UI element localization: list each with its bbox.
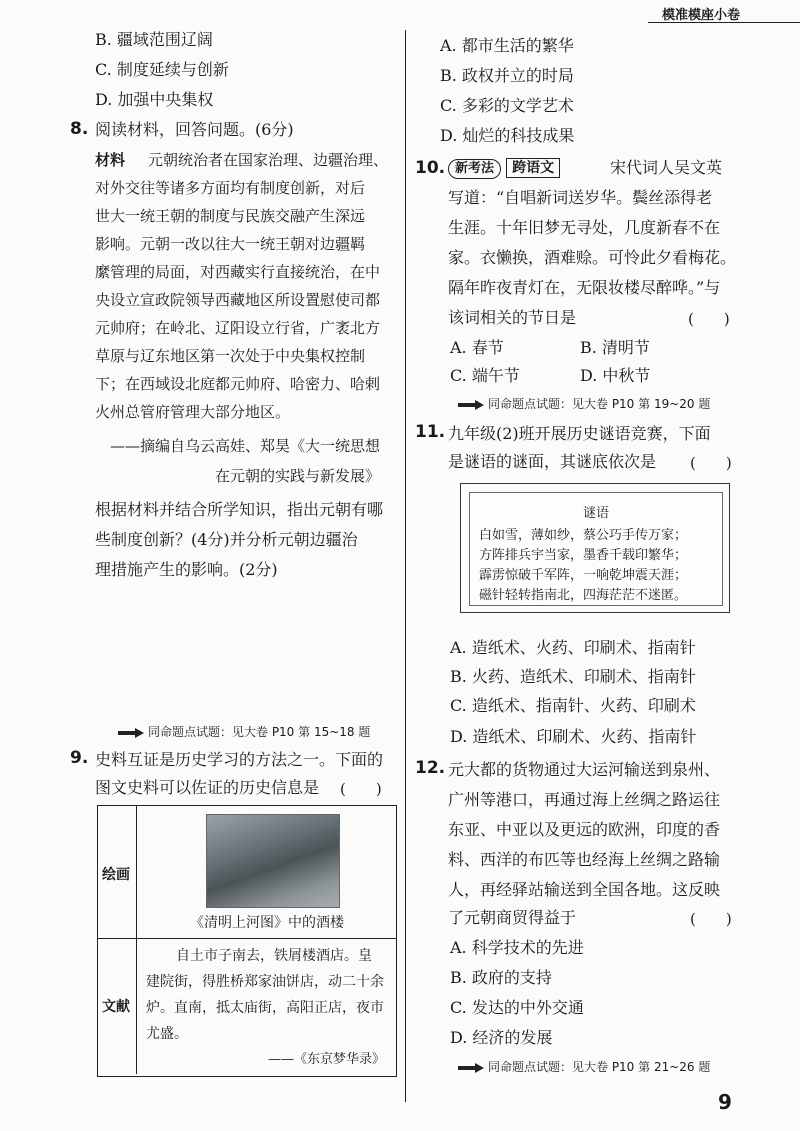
document-line: 尤盛。: [146, 1026, 188, 1042]
tag-cross-subject: 跨语文: [506, 158, 560, 178]
q8-material-line: 世大一统王朝的制度与民族交融产生深远: [95, 207, 366, 225]
q12-reference-text: 同命题点试题：见大卷 P10 第 21~26 题: [488, 1060, 711, 1074]
q10-reference-text: 同命题点试题：见大卷 P10 第 19~20 题: [488, 397, 711, 411]
q10-tags: [448, 157, 560, 179]
q11-stem-line: 是谜语的谜面，其谜底依次是: [448, 452, 657, 471]
q8-reference: [118, 723, 370, 740]
q8-reference-text: 同命题点试题：见大卷 P10 第 15~18 题: [148, 725, 371, 739]
table-vline: [136, 806, 137, 1074]
q10-number: 10.: [415, 158, 446, 178]
q8-stem: 阅读材料，回答问题。(6分): [95, 120, 294, 139]
prev-option-b: B. 疆域范围辽阔: [95, 30, 213, 49]
q8-material-label: 材料: [95, 151, 126, 169]
q8-source-line: ——摘编自乌云高娃、郑昊《大一统思想: [110, 437, 381, 455]
prev-option-c: C. 多彩的文学艺术: [440, 96, 574, 115]
q8-material-line: 影响。元朝一改以往大一统王朝对边疆羁: [95, 235, 366, 253]
riddle-line: 白如雪，薄如纱，蔡公巧手传万家；: [479, 528, 688, 543]
arrow-right-icon: [458, 400, 484, 410]
prev-option-d: D. 灿烂的科技成果: [440, 126, 575, 145]
q10-option-a[interactable]: A. 春节: [450, 338, 504, 357]
riddle-line: 霹雳惊破千军阵，一响乾坤震天涯；: [479, 568, 688, 583]
q8-question-line: 些制度创新？(4分)并分析元朝边疆治: [95, 530, 358, 549]
q10-option-b[interactable]: B. 清明节: [580, 338, 650, 357]
document-source: ——《东京梦华录》: [268, 1052, 386, 1067]
q8-material-line: 元朝统治者在国家治理、边疆治理、: [148, 151, 389, 169]
q12-option-a[interactable]: A. 科学技术的先进: [450, 938, 584, 957]
prev-option-b: B. 政权并立的时局: [440, 66, 574, 85]
table-hline: [98, 938, 396, 939]
header-rule: [648, 22, 800, 23]
q11-option-c[interactable]: C. 造纸术、指南针、火药、印刷术: [450, 696, 696, 715]
q10-option-c[interactable]: C. 端午节: [450, 366, 520, 385]
page-number: 9: [718, 1090, 732, 1114]
q9-answer-bracket[interactable]: ( ): [340, 780, 382, 798]
prev-option-d: D. 加强中央集权: [95, 90, 214, 109]
prev-option-c: C. 制度延续与创新: [95, 60, 229, 79]
q11-number: 11.: [415, 422, 446, 442]
header-title: 模准模座小卷: [662, 8, 741, 23]
q12-reference: [458, 1058, 710, 1075]
q11-option-a[interactable]: A. 造纸术、火药、印刷术、指南针: [450, 638, 696, 657]
arrow-right-icon: [118, 728, 144, 738]
table-label-painting: 绘画: [102, 867, 130, 883]
q11-stem-line: 九年级(2)班开展历史谜语竞赛，下面: [448, 424, 711, 443]
q12-option-d[interactable]: D. 经济的发展: [450, 1028, 553, 1047]
q11-answer-bracket[interactable]: ( ): [690, 454, 732, 472]
q8-question-line: 理措施产生的影响。(2分): [95, 560, 278, 579]
riddle-line: 方阵排兵宇当家，墨香千载印繁华；: [479, 548, 688, 563]
q12-stem-line: 广州等港口，再通过海上丝绸之路运往: [448, 790, 721, 809]
qingming-painting-image: [206, 814, 340, 908]
q9-stem-line: 图文史料可以佐证的历史信息是: [95, 778, 320, 797]
q8-material-line: 火州总管府管理大部分地区。: [95, 403, 291, 421]
q12-number: 12.: [415, 758, 446, 778]
q10-reference: [458, 395, 710, 412]
q9-number: 9.: [70, 748, 89, 768]
q10-stem-line: 隔年昨夜青灯在，无限妆楼尽醉哗。”与: [448, 278, 721, 297]
riddle-box: [460, 483, 730, 613]
document-line: 炉。直南，抵太庙街，高阳正店，夜市: [146, 1000, 384, 1016]
document-line: 建院街，得胜桥郑家油饼店，动二十余: [146, 974, 384, 990]
q10-stem-line: 宋代词人吴文英: [610, 158, 723, 177]
arrow-right-icon: [458, 1063, 484, 1073]
q8-material-line: 元帅府；在岭北、辽阳设立行省，广袤北方: [95, 319, 381, 337]
q8-number: 8.: [70, 119, 89, 139]
q10-stem-line: 该词相关的节日是: [448, 308, 577, 327]
table-label-document: 文献: [102, 999, 130, 1015]
document-line: 自土市子南去，铁屑楼酒店。皇: [176, 948, 372, 964]
q12-stem-line: 人，再经驿站输送到全国各地。这反映: [448, 880, 721, 899]
riddle-title: 谜语: [583, 506, 610, 521]
prev-option-a: A. 都市生活的繁华: [440, 36, 574, 55]
q10-option-d[interactable]: D. 中秋节: [580, 366, 651, 385]
painting-caption: 《清明上河图》中的酒楼: [190, 915, 344, 931]
q12-stem-line: 元大都的货物通过大运河输送到泉州、: [448, 760, 721, 779]
column-divider: [405, 30, 406, 1102]
tag-new-method: 新考法: [448, 159, 501, 179]
q10-stem-line: 家。衣懒换，酒难赊。可怜此夕看梅花。: [448, 248, 737, 267]
riddle-line: 磁针轻转指南北，四海茫茫不迷匿。: [479, 588, 688, 603]
q8-material-line: 对外交往等诸多方面均有制度创新，对后: [95, 179, 366, 197]
q12-answer-bracket[interactable]: ( ): [690, 910, 732, 928]
q8-question-line: 根据材料并结合所学知识，指出元朝有哪: [95, 500, 384, 519]
q12-stem-line: 料、西洋的布匹等也经海上丝绸之路输: [448, 850, 721, 869]
q8-source-line: 在元朝的实践与新发展》: [215, 467, 381, 485]
q8-material-line: 下；在西域设北庭都元帅府、哈密力、哈剌: [95, 375, 381, 393]
q10-answer-bracket[interactable]: ( ): [688, 310, 730, 328]
q12-option-b[interactable]: B. 政府的支持: [450, 968, 552, 987]
q12-stem-line: 了元朝商贸得益于: [448, 908, 577, 927]
q9-source-table: [97, 805, 397, 1077]
q8-material-line: 草原与辽东地区第一次处于中央集权控制: [95, 347, 366, 365]
q11-option-b[interactable]: B. 火药、造纸术、印刷术、指南针: [450, 667, 696, 686]
q12-stem-line: 东亚、中亚以及更远的欧洲，印度的香: [448, 820, 721, 839]
q12-option-c[interactable]: C. 发达的中外交通: [450, 998, 584, 1017]
q8-material-line: 央设立宣政院领导西藏地区所设置慰使司都: [95, 291, 381, 309]
q9-stem-line: 史料互证是历史学习的方法之一。下面的: [95, 750, 384, 769]
q11-option-d[interactable]: D. 造纸术、印刷术、火药、指南针: [450, 727, 697, 746]
q10-stem-line: 生涯。十年旧梦无寻处，几度新春不在: [448, 218, 721, 237]
q8-material-line: 縻管理的局面，对西藏实行直接统治，在中: [95, 263, 381, 281]
q10-stem-line: 写道：“自唱新词送岁华。鬓丝添得老: [448, 188, 713, 207]
